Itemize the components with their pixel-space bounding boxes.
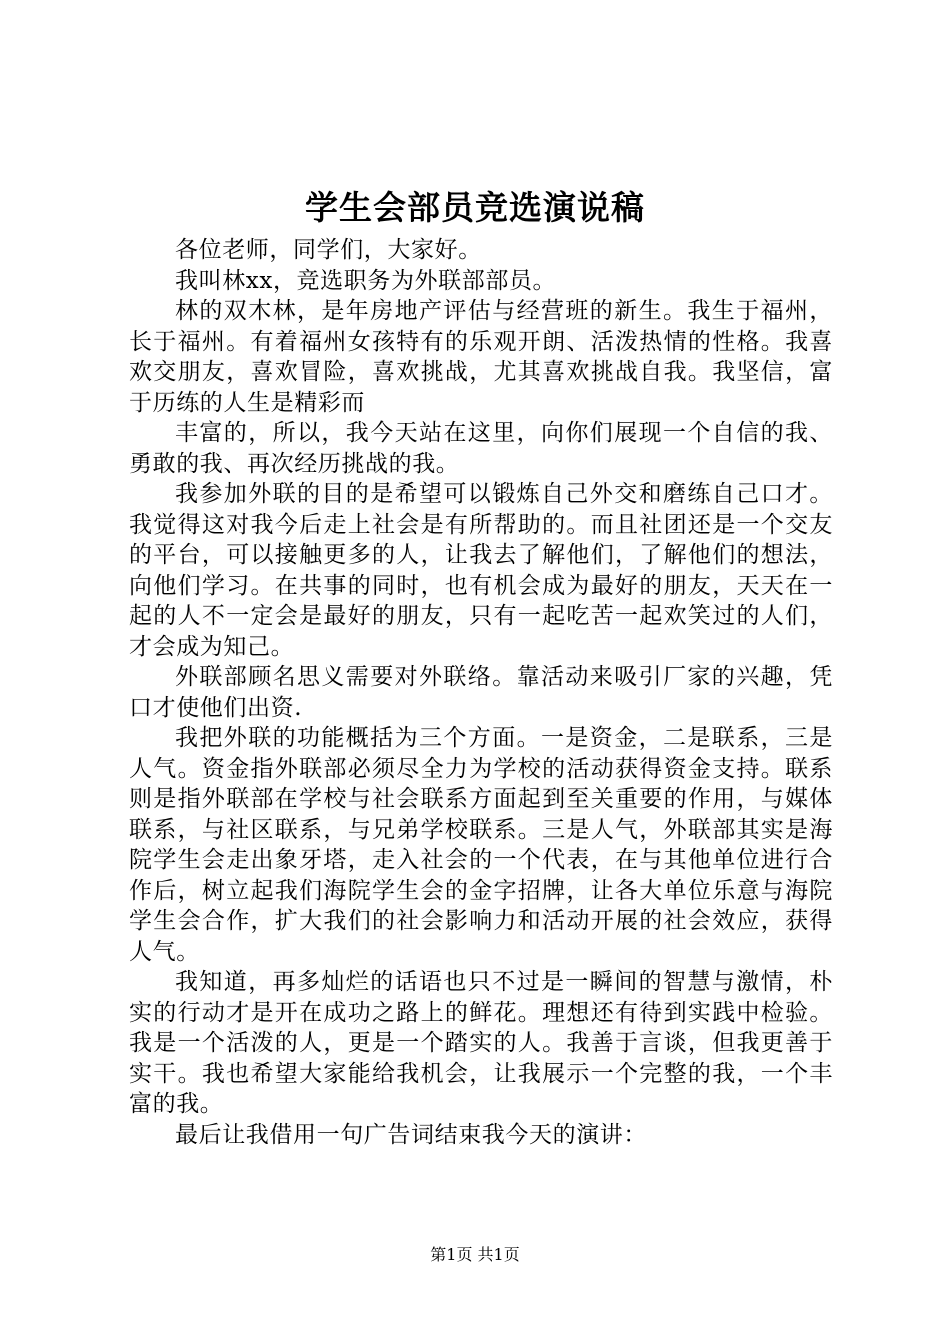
- paragraph-confidence: 丰富的，所以，我今天站在这里，向你们展现一个自信的我、勇敢的我、再次经历挑战的我。: [129, 420, 833, 477]
- page-number-footer: 第1页 共1页: [430, 1245, 520, 1264]
- paragraph-introduction: 我叫林xx，竞选职务为外联部部员。: [175, 267, 557, 294]
- paragraph-background: 林的双木林，是年房地产评估与经营班的新生。我生于福州，长于福州。有着福州女孩特有的乐观开朗、活泼热情的性格。我喜欢交朋友，喜欢冒险，喜欢挑战，尤其喜欢挑战自我。我坚信，富于历练的人生是精彩而: [129, 298, 833, 416]
- paragraph-closing: 最后让我借用一句广告词结束我今天的演讲：: [175, 1121, 647, 1148]
- paragraph-functions: 我把外联的功能概括为三个方面。一是资金，二是联系，三是人气。资金指外联部必须尽全力为学校的活动获得资金支持。联系则是指外联部在学校与社会联系方面起到至关重要的作用，与媒体联系，与社区联系，与兄弟学校联系。三是人气，外联部其实是海院学生会走出象牙塔，走入社会的一个代表，在与其他单位进行合作后，树立起我们海院学生会的金字招牌，让各大单位乐意与海院学生会合作，扩大我们的社会影响力和活动开展的社会效应，获得人气。: [129, 725, 833, 965]
- paragraph-department-role: 外联部顾名思义需要对外联络。靠活动来吸引厂家的兴趣，凭口才使他们出资.: [129, 664, 833, 721]
- paragraph-greeting: 各位老师，同学们，大家好。: [175, 237, 482, 263]
- document-body: [129, 235, 833, 1150]
- paragraph-motivation: 我参加外联的目的是希望可以锻炼自己外交和磨练自己口才。我觉得这对我今后走上社会是有所帮助的。而且社团还是一个交友的平台，可以接触更多的人，让我去了解他们，了解他们的想法，向他们学习。在共事的同时，也有机会成为最好的朋友，天天在一起的人不一定会是最好的朋友，只有一起吃苦一起欢笑过的人们，才会成为知己。: [129, 481, 833, 660]
- paragraph-commitment: 我知道，再多灿烂的话语也只不过是一瞬间的智慧与激情，朴实的行动才是开在成功之路上的鲜花。理想还有待到实践中检验。我是一个活泼的人，更是一个踏实的人。我善于言谈，但我更善于实干。我也希望大家能给我机会，让我展示一个完整的我，一个丰富的我。: [129, 969, 833, 1117]
- document-title: 学生会部员竞选演说稿: [305, 188, 645, 227]
